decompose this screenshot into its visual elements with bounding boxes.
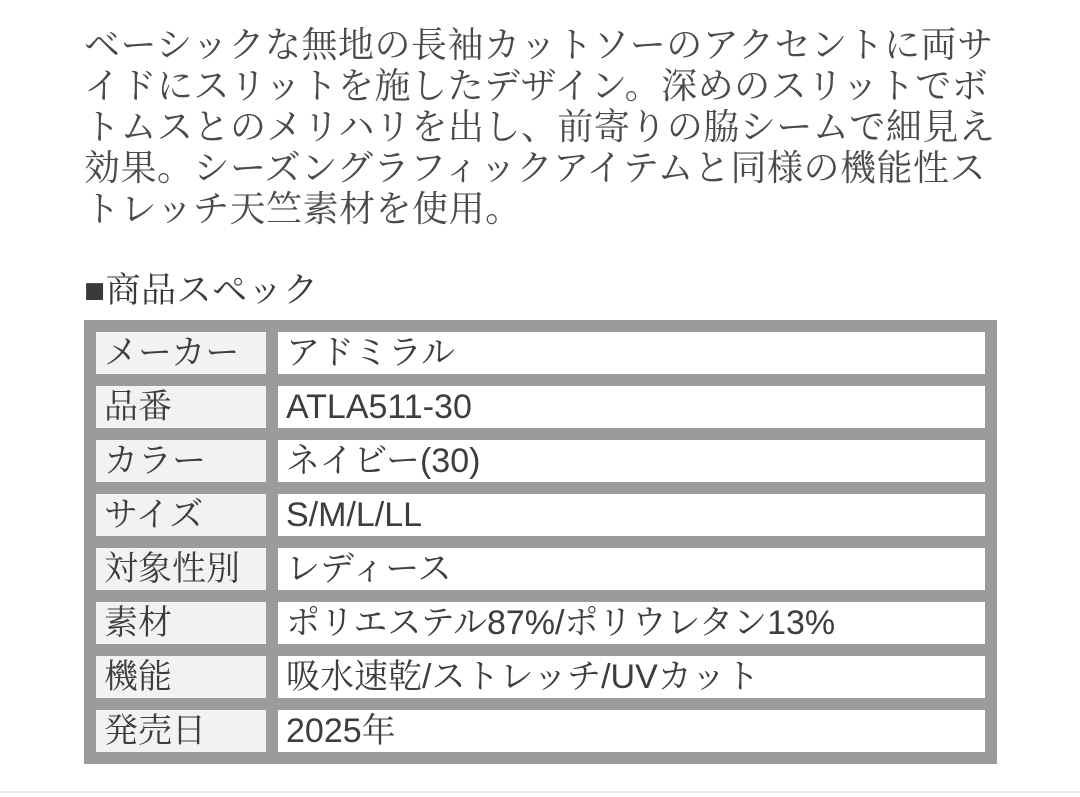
spec-row-item-number [96,386,985,428]
spec-row-color [96,440,985,482]
spec-value-cell: レディース [278,548,985,590]
spec-row-release-date [96,710,985,752]
bottom-divider [0,791,1080,793]
spec-label-cell: メーカー [96,332,266,374]
spec-label-cell: 発売日 [96,710,266,752]
spec-value-cell: S/M/L/LL [278,494,985,536]
description-line: ベーシックな無地の長袖カットソーのアクセントに両サ [84,24,994,65]
spec-label-cell: 品番 [96,386,266,428]
description-line: イドにスリットを施したデザイン。深めのスリットでボ [84,65,989,106]
spec-label-cell: 対象性別 [96,548,266,590]
spec-value-cell: ネイビー(30) [278,440,985,482]
spec-label-cell: 機能 [96,656,266,698]
spec-value-cell: 吸水速乾/ストレッチ/UVカット [278,656,985,698]
product-description [84,24,1014,229]
spec-row-function [96,656,985,698]
spec-row-size [96,494,985,536]
spec-row-gender [96,548,985,590]
spec-value-cell: アドミラル [278,332,985,374]
spec-row-maker [96,332,985,374]
spec-section-heading: ■商品スペック [84,271,319,310]
spec-label-cell: 素材 [96,602,266,644]
spec-table [84,320,997,764]
description-line: 効果。シーズングラフィックアイテムと同様の機能性ス [84,147,987,188]
description-line: トレッチ天竺素材を使用。 [84,188,522,229]
spec-label-cell: サイズ [96,494,266,536]
spec-table-body [96,332,985,752]
spec-value-cell: ポリエステル87%/ポリウレタン13% [278,602,985,644]
spec-label-cell: カラー [96,440,266,482]
spec-value-cell: 2025年 [278,710,985,752]
spec-row-material [96,602,985,644]
description-line: トムスとのメリハリを出し、前寄りの脇シームで細見え [84,106,996,147]
spec-value-cell: ATLA511-30 [278,386,985,428]
